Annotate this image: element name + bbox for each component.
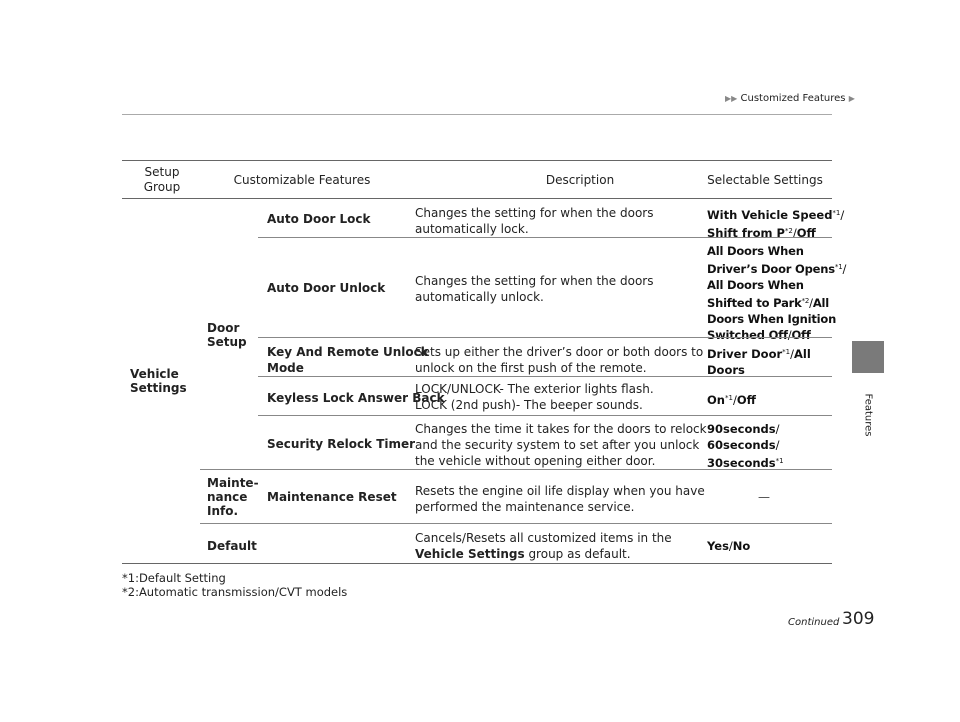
row-divider <box>258 376 832 377</box>
header-description: Description <box>545 173 615 187</box>
settings-keyless-lock-answer-back: On$^{*1}$/Off <box>707 393 756 407</box>
footnote-2: *2:Automatic transmission/CVT models <box>122 585 348 599</box>
feature-key-remote-unlock-mode: Key And Remote Unlock Mode <box>267 345 429 375</box>
settings-key-remote-unlock-mode: Driver Door$^{*1}$/All Doors <box>707 347 811 377</box>
feature-maintenance-reset: Maintenance Reset <box>267 490 397 504</box>
description-auto-door-lock: Changes the setting for when the doors automatically lock. <box>415 206 654 236</box>
page-number: 309 <box>842 609 875 629</box>
subgroup-door-setup: Door Setup <box>207 321 247 349</box>
description-maintenance-reset: Resets the engine oil life display when you have performed the maintenance service. <box>415 484 705 514</box>
description-security-relock-timer: Changes the time it takes for the doors to relock and the security system to set after you unlock the vehicle without opening either door. <box>415 422 707 468</box>
subgroup-default: Default <box>207 539 257 553</box>
feature-security-relock-timer: Security Relock Timer <box>267 437 416 451</box>
settings-auto-door-unlock: All Doors When Driver’s Door Opens$^{*1}$/ All Doors When Shifted to Park$^{*2}$/All Doors When Ignition Switched Off/Off <box>707 244 847 342</box>
breadcrumb-arrow-icon: ▶▶ <box>725 94 738 103</box>
feature-auto-door-lock: Auto Door Lock <box>267 212 371 226</box>
table-bottom-rule <box>122 563 832 564</box>
table-top-rule <box>122 160 832 161</box>
description-key-remote-unlock-mode: Sets up either the driver’s door or both doors to unlock on the first push of the remote. <box>415 345 704 375</box>
section-tab-marker <box>852 341 884 373</box>
footnote-1: *1:Default Setting <box>122 571 226 585</box>
header-divider <box>122 114 832 115</box>
settings-auto-door-lock: With Vehicle Speed$^{*1}$/ Shift from $P^{*2}$/Off <box>707 208 845 240</box>
feature-keyless-lock-answer-back: Keyless Lock Answer Back <box>267 391 445 405</box>
group-vehicle-settings: Vehicle Settings <box>130 367 187 395</box>
settings-maintenance-reset: — <box>758 490 770 504</box>
header-bottom-rule <box>122 198 832 199</box>
row-divider <box>258 337 832 338</box>
group-divider <box>200 523 832 524</box>
description-auto-door-unlock: Changes the setting for when the doors automatically unlock. <box>415 274 654 304</box>
subgroup-maintenance-info: Mainte- nance Info. <box>207 476 259 518</box>
settings-default: Yes/No <box>707 539 751 553</box>
description-default: Cancels/Resets all customized items in the Vehicle Settings group as default. <box>415 531 672 561</box>
header-customizable-features: Customizable Features <box>233 173 371 187</box>
header-setup-group: Setup Group <box>143 165 181 194</box>
description-keyless-lock-answer-back: LOCK/UNLOCK- The exterior lights flash. LOCK (2nd push)- The beeper sounds. <box>415 382 654 412</box>
settings-security-relock-timer: 90seconds/ 60seconds/ 30seconds$^{*1}$ <box>707 422 784 470</box>
breadcrumb <box>725 93 855 104</box>
feature-auto-door-unlock: Auto Door Unlock <box>267 281 386 295</box>
group-divider <box>200 469 832 470</box>
section-side-label: Features <box>862 393 874 437</box>
row-divider <box>258 415 832 416</box>
breadcrumb-label: Customized Features <box>740 93 846 104</box>
row-divider <box>258 237 832 238</box>
continued-label: Continued <box>788 617 840 628</box>
header-selectable-settings: Selectable Settings <box>707 173 823 187</box>
breadcrumb-end-arrow-icon: ▶ <box>848 94 855 103</box>
